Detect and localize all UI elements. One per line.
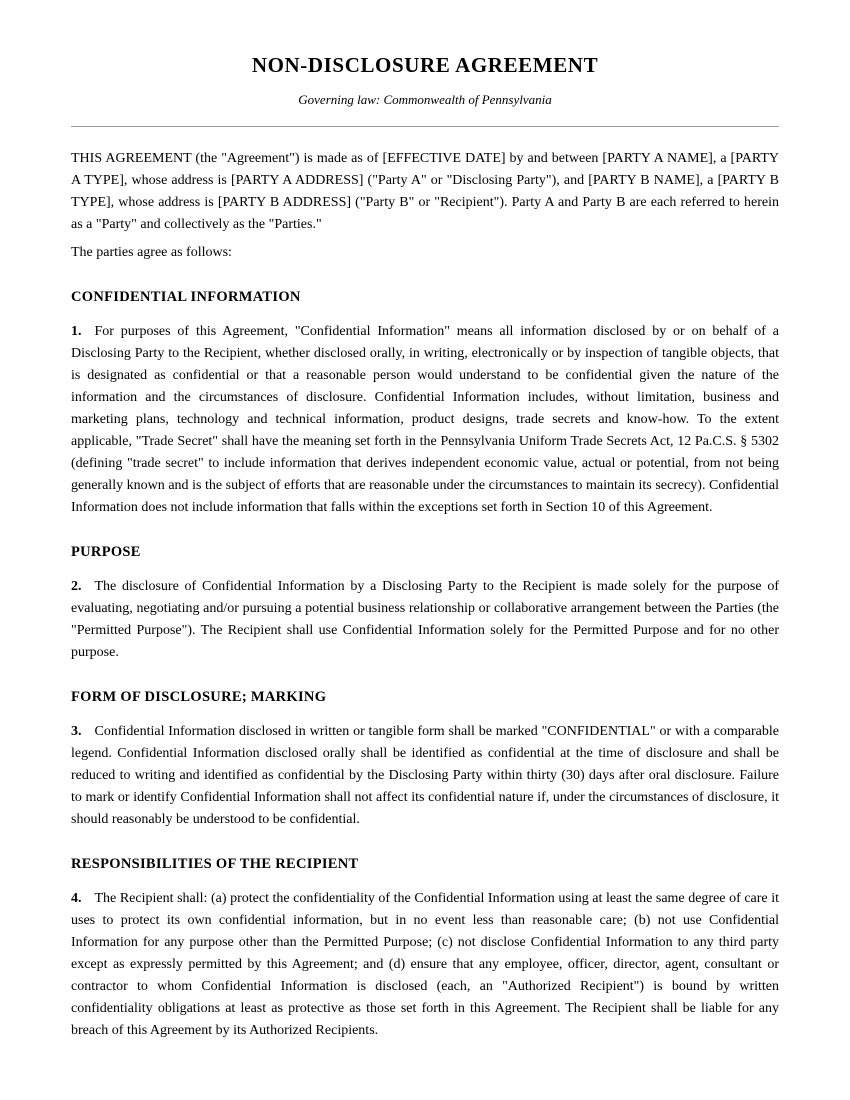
governing-law-subtitle: Governing law: Commonwealth of Pennsylvania <box>298 92 552 107</box>
section-paragraph-4 <box>71 888 779 1042</box>
header-divider <box>71 126 779 127</box>
section-heading-purpose: PURPOSE <box>71 544 141 560</box>
clause-number-1: 1. <box>71 324 82 339</box>
section-heading-form-of-disclosure: FORM OF DISCLOSURE; MARKING <box>71 689 327 705</box>
intro-paragraph: THIS AGREEMENT (the "Agreement") is made as of [EFFECTIVE DATE] by and between [PARTY A NAME], a [PARTY A TYPE], whose address is [PARTY A ADDRESS] ("Party A" or "Disclosing Party"), and [PARTY B NAME], a [PARTY B TYPE], whose address is [PARTY B ADDRESS] ("Party B" or "Recipient"). Party A and Party B are each referred to herein as a "Party" and collectively as the "Parties." <box>71 151 779 232</box>
document-title: NON-DISCLOSURE AGREEMENT <box>251 53 599 77</box>
clause-number-4: 4. <box>71 891 82 906</box>
section-heading-responsibilities: RESPONSIBILITIES OF THE RECIPIENT <box>71 856 359 872</box>
clause-number-3: 3. <box>71 724 82 739</box>
section-paragraph-3 <box>71 721 779 831</box>
clause-text-2: The disclosure of Confidential Information by a Disclosing Party to the Recipient is made solely for the purpose of evaluating, negotiating and/or pursuing a potential business relationship or collaborative arrangement between the Parties (the "Permitted Purpose"). The Recipient shall use Confidential Information solely for the Permitted Purpose and for no other purpose. <box>71 579 779 660</box>
section-paragraph-2 <box>71 576 779 664</box>
agreement-lead-in: The parties agree as follows: <box>71 245 232 260</box>
clause-text-4: The Recipient shall: (a) protect the confidentiality of the Confidential Information using at least the same degree of care it uses to protect its own confidential information, but in no event less than reasonable care; (b) not use Confidential Information for any purpose other than the Permitted Purpose; (c) not disclose Confidential Information to any third party except as expressly permitted by this Agreement; and (d) ensure that any employee, officer, director, agent, consultant or contractor to whom Confidential Information is disclosed (each, an "Authorized Recipient") is bound by written confidentiality obligations at least as protective as those set forth in this Agreement. The Recipient shall be liable for any breach of this Agreement by its Authorized Recipients. <box>71 891 779 1038</box>
clause-text-1: For purposes of this Agreement, "Confidential Information" means all information disclosed by or on behalf of a Disclosing Party to the Recipient, whether disclosed orally, in writing, electronically or by inspection of tangible objects, that is designated as confidential or that a reasonable person would understand to be confidential given the nature of the information and the circumstances of disclosure. Confidential Information includes, without limitation, business and marketing plans, technology and technical information, product designs, trade secrets and know-how. To the extent applicable, "Trade Secret" shall have the meaning set forth in the Pennsylvania Uniform Trade Secrets Act, 12 Pa.C.S. § 5302 (defining "trade secret" to include information that derives independent economic value, actual or potential, from not being generally known and is the subject of efforts that are reasonable under the circumstances to maintain its secrecy). Confidential Information does not include information that falls within the exceptions set forth in Section 10 of this Agreement. <box>71 324 779 515</box>
clause-number-2: 2. <box>71 579 82 594</box>
clause-text-3: Confidential Information disclosed in written or tangible form shall be marked "CONFIDENTIAL" or with a comparable legend. Confidential Information disclosed orally shall be identified as confidential at the time of disclosure and shall be reduced to writing and identified as confidential by the Disclosing Party within thirty (30) days after oral disclosure. Failure to mark or identify Confidential Information shall not affect its confidential nature if, under the circumstances of disclosure, it should reasonably be understood to be confidential. <box>71 724 779 827</box>
section-paragraph-1 <box>71 321 779 519</box>
section-heading-confidential-information: CONFIDENTIAL INFORMATION <box>71 289 301 305</box>
